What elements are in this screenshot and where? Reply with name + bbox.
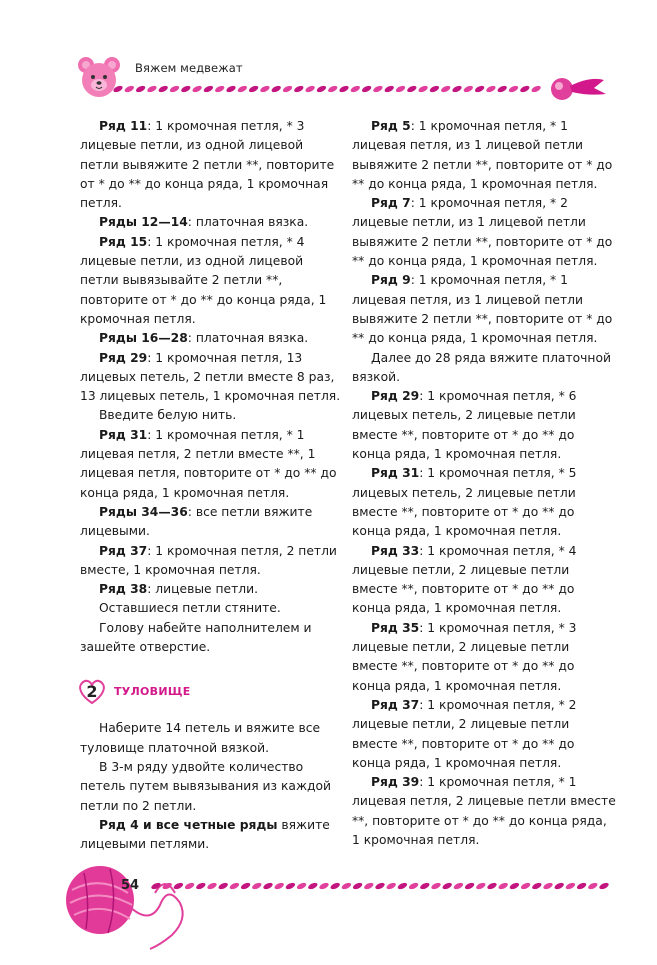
- ribbon-bow: [240, 882, 251, 891]
- paragraph: [352, 773, 617, 850]
- ribbon-bow: [519, 85, 530, 94]
- paragraph: [80, 542, 345, 581]
- row-label: Ряд 31: [99, 427, 148, 442]
- paragraph-text: : лицевые петли.: [147, 582, 259, 597]
- right-column: [352, 117, 617, 850]
- row-label: Ряды 12—14: [99, 215, 188, 230]
- ribbon-bow: [350, 85, 361, 94]
- ribbon-bow: [124, 85, 135, 94]
- ribbon-bow: [587, 882, 598, 891]
- ribbon-bow: [474, 85, 485, 94]
- paragraph: [352, 387, 617, 464]
- row-label: Ряд 5: [371, 119, 411, 133]
- row-label: Ряд 37: [99, 543, 148, 558]
- row-label: Ряд 37: [371, 697, 420, 712]
- row-label: Ряд 35: [371, 620, 420, 635]
- ribbon-bow: [363, 882, 374, 891]
- row-label: Ряд 33: [371, 543, 420, 558]
- ribbon-bow: [554, 882, 565, 891]
- ribbon-bow: [262, 882, 273, 891]
- paragraph: [80, 599, 345, 618]
- paragraph: [352, 349, 617, 388]
- ribbon-bow: [440, 85, 451, 94]
- row-label: Ряд 4 и все четные ряды: [99, 817, 278, 832]
- paragraph: [80, 580, 345, 599]
- ribbon-bow: [214, 85, 225, 94]
- ribbon-bow: [184, 882, 195, 891]
- ribbon-bow: [173, 882, 184, 891]
- ribbon-bow: [361, 85, 372, 94]
- paragraph: [352, 194, 617, 271]
- paragraph: [352, 464, 617, 541]
- ribbon-bow: [327, 85, 338, 94]
- row-label: Ряд 29: [371, 389, 420, 404]
- paragraph-text: : платочная вязка.: [187, 331, 309, 346]
- paragraph-text: В 3-м ряду удвойте количество петель путем вывязывания из каждой петли по 2 петли.: [80, 759, 332, 813]
- ribbon-bow: [203, 85, 214, 94]
- ribbon-bow: [135, 85, 146, 94]
- ribbon-bow: [430, 882, 441, 891]
- paragraph-text: : 1 кромочная петля, 2 петли вместе, 1 кромочная петля.: [80, 543, 337, 577]
- ribbon-bow: [598, 882, 609, 891]
- ribbon-bow: [475, 882, 486, 891]
- paragraph-text: : 1 кромочная петля, * 1 лицевая петля, из 1 лицевой петли вывяжите 2 петли **, повторите от * до ** до конца ряда, 1 кромочная петля.: [352, 119, 613, 191]
- row-label: Ряд 7: [371, 196, 411, 211]
- page-number: 54: [121, 878, 140, 893]
- ribbon-bow: [417, 85, 428, 94]
- ribbon-bow: [191, 85, 202, 94]
- ribbon-bow: [406, 85, 417, 94]
- ribbon-bow: [285, 882, 296, 891]
- paragraph-text: Наберите 14 петель и вяжите все туловище платочной вязкой.: [80, 721, 321, 755]
- ribbon-bow: [372, 85, 383, 94]
- row-label: Ряд 31: [371, 466, 420, 481]
- ribbon-bow: [259, 85, 270, 94]
- paragraph: [80, 117, 345, 213]
- paragraph-text: Введите белую нить.: [99, 408, 237, 423]
- row-label: Ряд 15: [99, 234, 148, 249]
- ribbon-bow: [237, 85, 248, 94]
- row-label: Ряд 11: [99, 119, 148, 133]
- ribbon-bow: [531, 882, 542, 891]
- ribbon-bow: [225, 85, 236, 94]
- ribbon-bow: [464, 882, 475, 891]
- ribbon-bow: [229, 882, 240, 891]
- ribbon-bow: [498, 882, 509, 891]
- ribbon-bow: [352, 882, 363, 891]
- ribbon-bow: [451, 85, 462, 94]
- paragraph: [80, 426, 345, 503]
- paragraph: [80, 719, 345, 758]
- ribbon-bow: [395, 85, 406, 94]
- ribbon-bow: [338, 85, 349, 94]
- ribbon-bow: [497, 85, 508, 94]
- ribbon-bow: [206, 882, 217, 891]
- ribbon-bow: [397, 882, 408, 891]
- paragraph: [80, 503, 345, 542]
- paragraph-text: вяжите лицевыми петлями.: [80, 817, 330, 852]
- ribbon-bow: [341, 882, 352, 891]
- section-title: ТУЛОВИЩЕ: [114, 684, 191, 698]
- paragraph: [352, 271, 617, 348]
- paragraph-text: : 1 кромочная петля, 13 лицевых петель, 2 петли вместе 8 раз, 13 лицевых петель, 1 кромочная петля.: [80, 350, 341, 404]
- paragraph-text: : 1 кромочная петля, * 4 лицевые петли, 2 лицевые петли вместе **, повторите от * до ** до конца ряда, 1 кромочная петля.: [352, 543, 577, 616]
- row-label: Ряды 16—28: [99, 331, 188, 346]
- ribbon-bow: [453, 882, 464, 891]
- ribbon-decoration-bottom: [150, 870, 620, 910]
- row-label: Ряд 38: [99, 582, 148, 597]
- ribbon-bow: [248, 85, 259, 94]
- paragraph-text: : платочная вязка.: [187, 215, 309, 230]
- left-column: [80, 117, 345, 854]
- ribbon-bow: [316, 85, 327, 94]
- row-label: Ряд 9: [371, 273, 411, 288]
- ribbon-bow: [408, 882, 419, 891]
- paragraph: [352, 696, 617, 773]
- ribbon-decoration-top: [112, 72, 612, 112]
- ribbon-bow: [218, 882, 229, 891]
- paragraph: [80, 406, 345, 425]
- ribbon-bow: [150, 882, 161, 891]
- ribbon-bow: [158, 85, 169, 94]
- ribbon-bow: [565, 882, 576, 891]
- ribbon-bow: [169, 85, 180, 94]
- paragraph-text: : 1 кромочная петля, * 3 лицевые петли, из одной лицевой петли вывяжите 2 петли **, повторите от * до ** до конца ряда, 1 кромочная петля.: [80, 119, 335, 211]
- ribbon-bow: [485, 85, 496, 94]
- ribbon-bow: [520, 882, 531, 891]
- ribbon-bow: [282, 85, 293, 94]
- ribbon-bow: [486, 882, 497, 891]
- ribbon-bow: [576, 882, 587, 891]
- row-label: Ряды 34—36: [99, 504, 188, 519]
- ribbon-bow: [307, 882, 318, 891]
- paragraph: [352, 542, 617, 619]
- paragraph-text: : 1 кромочная петля, * 6 лицевых петель, 2 лицевые петли вместе **, повторите от * до ** до конца ряда, 1 кромочная петля.: [352, 389, 577, 462]
- ribbon-bow: [330, 882, 341, 891]
- paragraph-text: : 1 кромочная петля, * 4 лицевые петли, из одной лицевой петли вывязывайте 2 петли **, повторите от * до ** до конца ряда, 1 кромочная петля.: [80, 234, 327, 326]
- paragraph-text: : 1 кромочная петля, * 1 лицевая петля, 2 петли вместе **, 1 лицевая петля, повторите от * до ** до конца ряда, 1 кромочная петля.: [80, 427, 337, 500]
- paragraph: [80, 619, 345, 658]
- ribbon-bow: [463, 85, 474, 94]
- ribbon-bow: [419, 882, 430, 891]
- ribbon-bow: [386, 882, 397, 891]
- paragraph: [80, 758, 345, 816]
- paragraph-text: : 1 кромочная петля, * 3 лицевые петли, 2 лицевые петли вместе **, повторите от * до ** до конца ряда, 1 кромочная петля.: [352, 620, 577, 693]
- paragraph: [80, 233, 345, 329]
- ribbon-bow: [162, 882, 173, 891]
- ribbon-bow: [509, 882, 520, 891]
- paragraph: [80, 349, 345, 407]
- paragraph: [80, 213, 345, 232]
- paragraph-text: : 1 кромочная петля, * 2 лицевые петли, из 1 лицевой петли вывяжите 2 петли **, повторите от * до ** до конца ряда, 1 кромочная петля.: [352, 196, 613, 269]
- paragraph-text: : 1 кромочная петля, * 1 лицевая петля, из 1 лицевой петли вывяжите 2 петли **, повторите от * до ** до конца ряда, 1 кромочная петля.: [352, 273, 613, 346]
- ribbon-bow: [112, 85, 123, 94]
- ribbon-bow: [304, 85, 315, 94]
- paragraph-text: : 1 кромочная петля, * 5 лицевых петель, 2 лицевые петли вместе **, повторите от * до ** до конца ряда, 1 кромочная петля.: [352, 466, 577, 539]
- ribbon-bow: [542, 882, 553, 891]
- paragraph-text: Голову набейте наполнителем и зашейте отверстие.: [80, 620, 312, 655]
- ribbon-bow: [195, 882, 206, 891]
- ribbon-bow: [429, 85, 440, 94]
- row-label: Ряд 39: [371, 775, 420, 790]
- paragraph-text: : все петли вяжите лицевыми.: [80, 504, 313, 539]
- ribbon-bow: [318, 882, 329, 891]
- paragraph: [352, 619, 617, 696]
- paragraph-text: : 1 кромочная петля, * 2 лицевые петли, 2 лицевые петли вместе **, повторите от * до ** до конца ряда, 1 кромочная петля.: [352, 697, 577, 770]
- ribbon-bow: [274, 882, 285, 891]
- ribbon-bow: [180, 85, 191, 94]
- ribbon-bow: [271, 85, 282, 94]
- section-number: 2: [80, 679, 104, 703]
- row-label: Ряд 29: [99, 350, 148, 365]
- ribbon-bow: [251, 882, 262, 891]
- paragraph: [352, 117, 617, 194]
- section-heading: [80, 677, 345, 705]
- running-title: Вяжем медвежат: [135, 61, 243, 75]
- ribbon-bow: [508, 85, 519, 94]
- paragraph-text: Далее до 28 ряда вяжите платочной вязкой.: [352, 350, 611, 384]
- paragraph-text: Оставшиеся петли стяните.: [99, 601, 281, 616]
- ribbon-bow: [296, 882, 307, 891]
- ribbon-bow: [293, 85, 304, 94]
- paragraph: [80, 329, 345, 348]
- ribbon-bow: [530, 85, 541, 94]
- paragraph-text: : 1 кромочная петля, * 1 лицевая петля, 2 лицевые петли вместе **, повторите от * до ** до конца ряда, 1 кромочная петля.: [352, 775, 616, 847]
- ribbon-bow: [442, 882, 453, 891]
- ribbon-bow: [374, 882, 385, 891]
- ribbon-bow: [384, 85, 395, 94]
- ribbon-bow: [146, 85, 157, 94]
